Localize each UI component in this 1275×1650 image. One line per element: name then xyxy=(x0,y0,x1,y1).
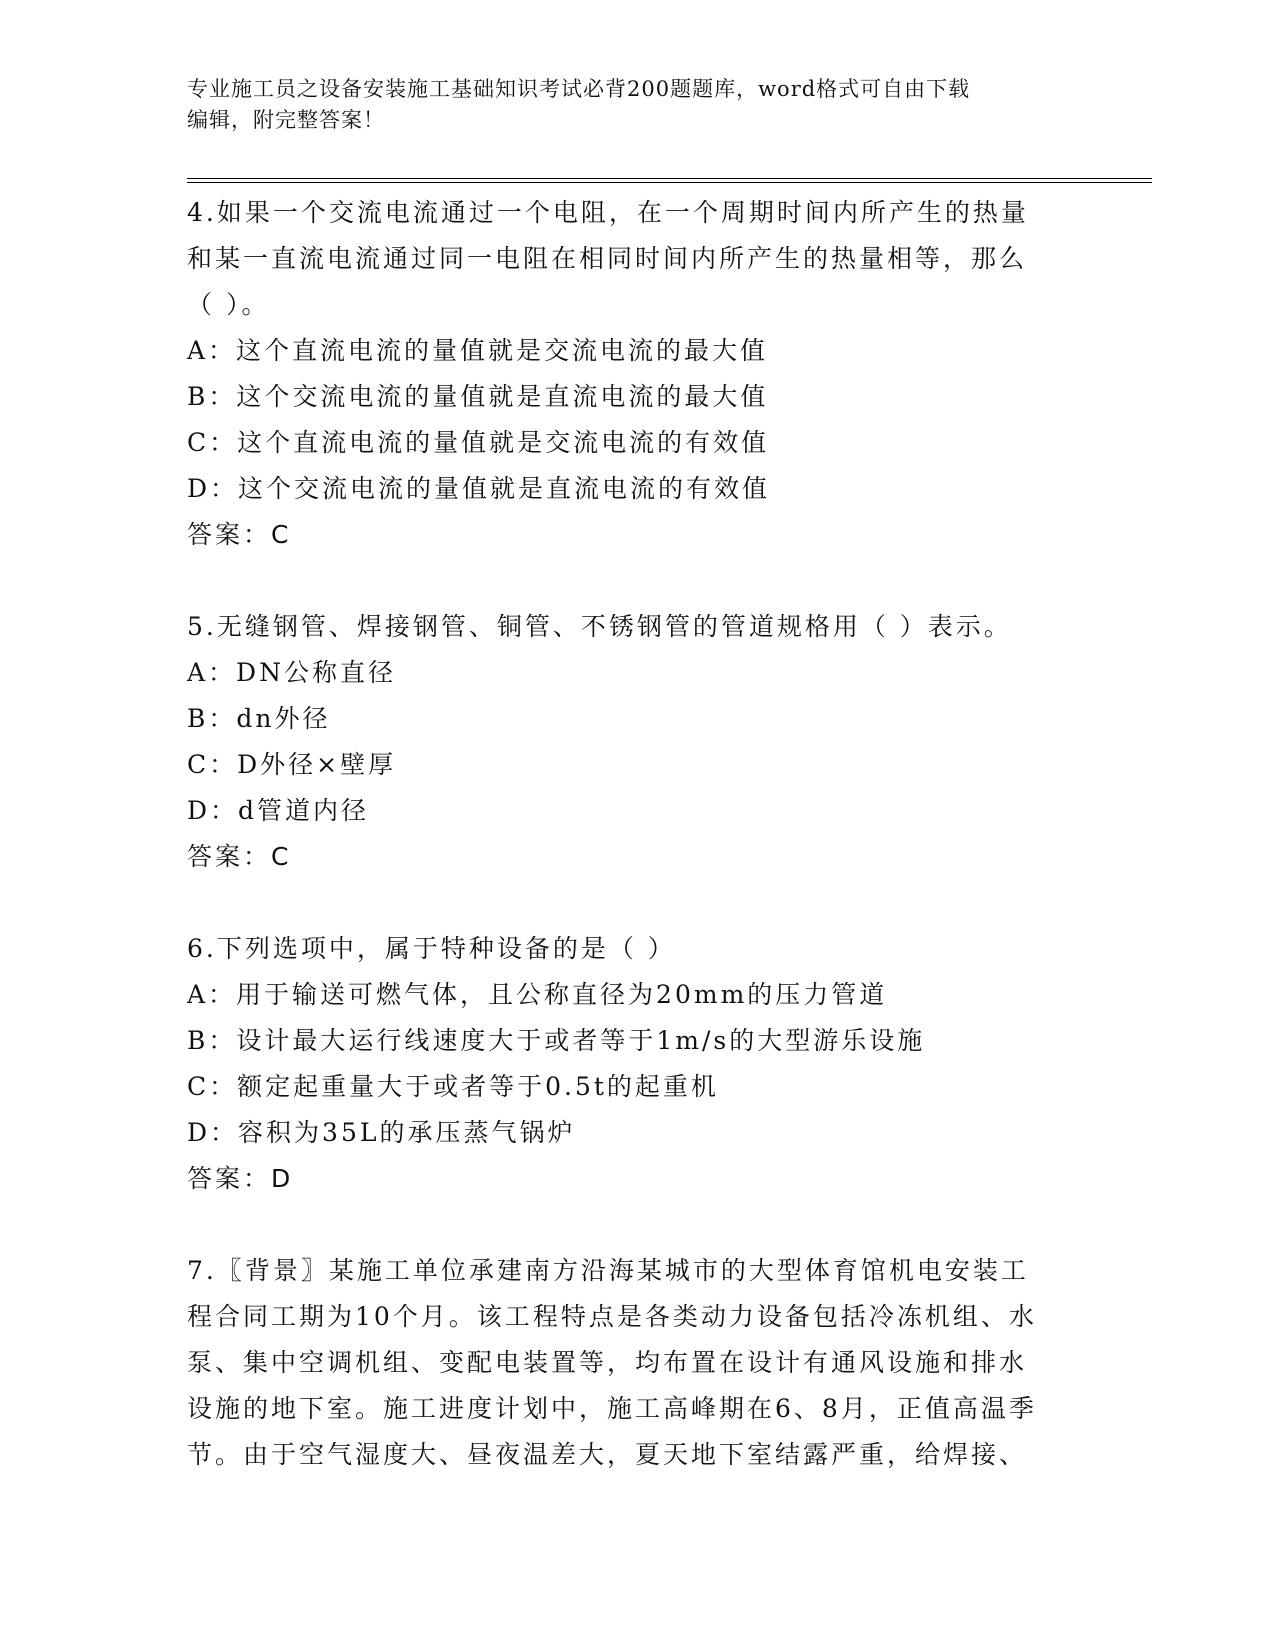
question-text-line: 和某一直流电流通过同一电阻在相同时间内所产生的热量相等，那么 xyxy=(187,244,1028,273)
header-line-1: 专业施工员之设备安装施工基础知识考试必背200题题库，word格式可自由下载 xyxy=(187,77,971,101)
question-text-line: 泵、集中空调机组、变配电装置等，均布置在设计有通风设施和排水 xyxy=(187,1348,1028,1377)
option-b: B：dn外径 xyxy=(187,704,331,733)
question-text-line: 节。由于空气湿度大、昼夜温差大，夏天地下室结露严重，给焊接、 xyxy=(187,1440,1028,1469)
option-a: A：这个直流电流的量值就是交流电流的最大值 xyxy=(187,336,769,365)
header-line-2: 编辑，附完整答案！ xyxy=(187,108,385,132)
question-text-line: （ ）。 xyxy=(187,290,270,319)
option-c: C：这个直流电流的量值就是交流电流的有效值 xyxy=(187,428,770,457)
question-text-line: 5.无缝钢管、焊接钢管、铜管、不锈钢管的管道规格用（ ）表示。 xyxy=(187,612,1012,641)
answer-label: 答案：C xyxy=(187,842,292,871)
question-text-line: 6.下列选项中，属于特种设备的是（ ） xyxy=(187,934,676,963)
option-b: B：这个交流电流的量值就是直流电流的最大值 xyxy=(187,382,769,411)
question-7 xyxy=(187,1248,1087,1478)
question-text-line: 4.如果一个交流电流通过一个电阻，在一个周期时间内所产生的热量 xyxy=(187,198,1029,227)
option-a: A：用于输送可燃气体，且公称直径为20mm的压力管道 xyxy=(187,980,888,1009)
question-6 xyxy=(187,926,1087,1202)
answer-label: 答案：D xyxy=(187,1164,294,1193)
option-d: D：容积为35L的承压蒸气锅炉 xyxy=(187,1118,576,1147)
question-text-line: 设施的地下室。施工进度计划中，施工高峰期在6、8月，正值高温季 xyxy=(187,1394,1037,1423)
option-c: C：D外径×壁厚 xyxy=(187,750,397,779)
option-c: C：额定起重量大于或者等于0.5t的起重机 xyxy=(187,1072,719,1101)
question-text-line: 程合同工期为10个月。该工程特点是各类动力设备包括冷冻机组、水 xyxy=(187,1302,1037,1331)
option-a: A：DN公称直径 xyxy=(187,658,396,687)
question-4 xyxy=(187,190,1087,558)
question-text-line: 7.〖背景〗某施工单位承建南方沿海某城市的大型体育馆机电安装工 xyxy=(187,1256,1029,1285)
question-5 xyxy=(187,604,1087,880)
answer-label: 答案：C xyxy=(187,520,292,549)
option-b: B：设计最大运行线速度大于或者等于1m/s的大型游乐设施 xyxy=(187,1026,926,1055)
question-list xyxy=(187,190,1087,1524)
option-d: D：d管道内径 xyxy=(187,796,370,825)
header-divider xyxy=(187,178,1152,183)
page-header xyxy=(187,74,1067,136)
option-d: D：这个交流电流的量值就是直流电流的有效值 xyxy=(187,474,771,503)
